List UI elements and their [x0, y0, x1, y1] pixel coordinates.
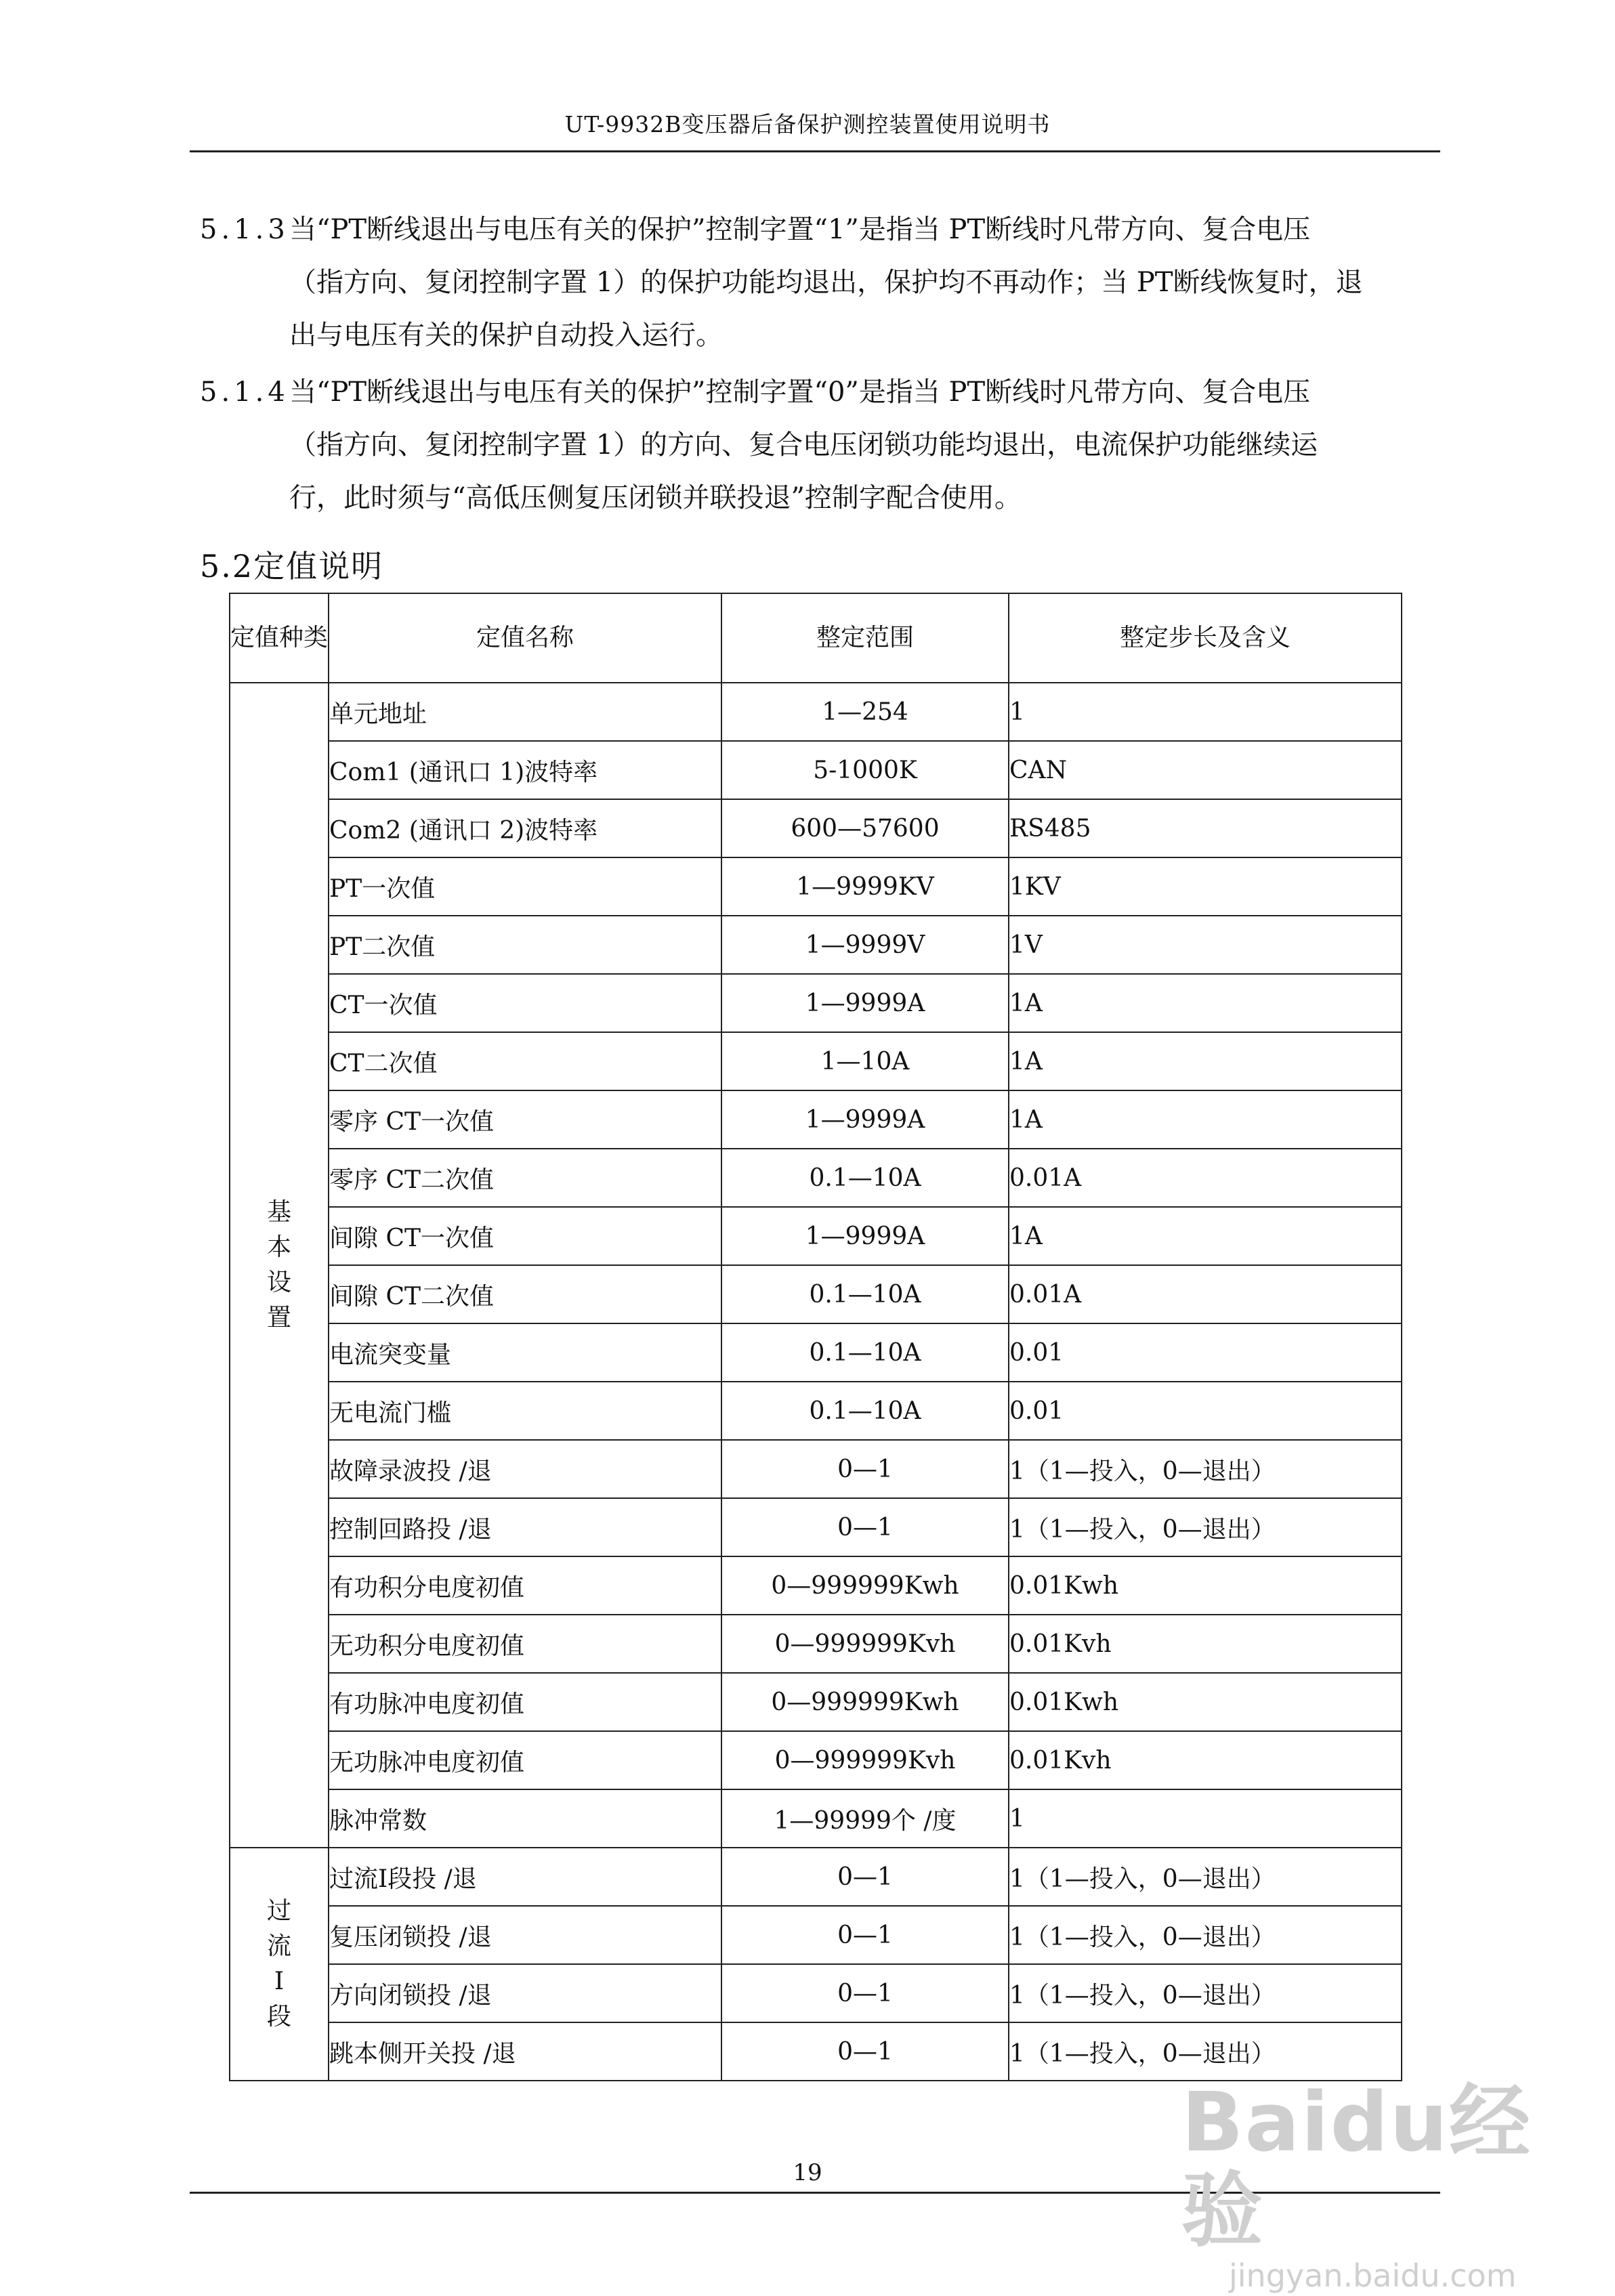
- step-cell: 0.01Kvh: [1009, 1731, 1402, 1789]
- step-cell: 1（1—投入，0—退出）: [1009, 1498, 1402, 1556]
- range-cell: 1—9999V: [721, 916, 1009, 974]
- range-cell: 0.1—10A: [721, 1323, 1009, 1382]
- name-cell: CT二次值: [329, 1032, 721, 1090]
- paragraph-line: 行，此时须与“高低压侧复压闭锁并联投退”控制字配合使用。: [289, 482, 1022, 513]
- step-cell: 1（1—投入，0—退出）: [1009, 1906, 1402, 1964]
- range-cell: 0—999999Kvh: [721, 1731, 1009, 1789]
- document-header-title: UT-9932B变压器后备保护测控装置使用说明书: [564, 111, 1051, 137]
- table-row: [230, 2022, 1402, 2081]
- name-cell: PT一次值: [329, 857, 721, 916]
- name-cell: 控制回路投 /退: [329, 1498, 721, 1556]
- range-cell: 0—1: [721, 1848, 1009, 1906]
- step-cell: 0.01Kwh: [1009, 1556, 1402, 1615]
- table-row: [230, 1906, 1402, 1964]
- step-cell: 1A: [1009, 1032, 1402, 1090]
- name-cell: 电流突变量: [329, 1323, 721, 1382]
- header-name: 定值名称: [329, 593, 721, 683]
- paragraph-line: 当“PT断线退出与电压有关的保护”控制字置“1”是指当 PT断线时凡带方向、复合电压: [289, 214, 1311, 245]
- table-row: [230, 1382, 1402, 1440]
- category-label: 过流I段: [266, 1897, 291, 2031]
- step-cell: 1V: [1009, 916, 1402, 974]
- range-cell: 1—9999A: [721, 1090, 1009, 1149]
- name-cell: 跳本侧开关投 /退: [329, 2022, 721, 2081]
- range-cell: 1—9999KV: [721, 857, 1009, 916]
- name-cell: 复压闭锁投 /退: [329, 1906, 721, 1964]
- step-cell: 0.01: [1009, 1382, 1402, 1440]
- paragraph-text: [289, 366, 1440, 524]
- step-cell: 0.01A: [1009, 1265, 1402, 1323]
- range-cell: 1—9999A: [721, 1207, 1009, 1265]
- range-cell: 0—999999Kwh: [721, 1556, 1009, 1615]
- baidu-watermark: [1181, 2076, 1534, 2294]
- table-row: [230, 1964, 1402, 2022]
- step-cell: 1（1—投入，0—退出）: [1009, 1964, 1402, 2022]
- step-cell: 1（1—投入，0—退出）: [1009, 2022, 1402, 2081]
- name-cell: 故障录波投 /退: [329, 1440, 721, 1498]
- range-cell: 1—254: [721, 683, 1009, 741]
- range-cell: 0.1—10A: [721, 1149, 1009, 1207]
- table-row: [230, 1673, 1402, 1731]
- page-number: 19: [793, 2159, 822, 2186]
- name-cell: 零序 CT二次值: [329, 1149, 721, 1207]
- range-cell: 600—57600: [721, 799, 1009, 857]
- step-cell: 1: [1009, 683, 1402, 741]
- range-cell: 1—99999个 /度: [721, 1789, 1009, 1848]
- name-cell: 有功脉冲电度初值: [329, 1673, 721, 1731]
- category-cell: [230, 683, 329, 1848]
- name-cell: 单元地址: [329, 683, 721, 741]
- table-row: [230, 1265, 1402, 1323]
- header-category: 定值种类: [230, 593, 329, 683]
- name-cell: PT二次值: [329, 916, 721, 974]
- name-cell: 间隙 CT一次值: [329, 1207, 721, 1265]
- paragraph-line: （指方向、复闭控制字置 1）的方向、复合电压闭锁功能均退出，电流保护功能继续运: [289, 429, 1318, 461]
- name-cell: 有功积分电度初值: [329, 1556, 721, 1615]
- range-cell: 0—999999Kvh: [721, 1615, 1009, 1673]
- table-row: [230, 1032, 1402, 1090]
- step-cell: 1KV: [1009, 857, 1402, 916]
- table-row: [230, 1848, 1402, 1906]
- table-row: [230, 916, 1402, 974]
- table-row: [230, 1090, 1402, 1149]
- range-cell: 0—1: [721, 1964, 1009, 2022]
- table-header-row: [230, 593, 1402, 683]
- range-cell: 0—1: [721, 1906, 1009, 1964]
- step-cell: 0.01Kvh: [1009, 1615, 1402, 1673]
- name-cell: 无功积分电度初值: [329, 1615, 721, 1673]
- paragraph-line: 出与电压有关的保护自动投入运行。: [289, 320, 723, 351]
- table-row: [230, 1207, 1402, 1265]
- step-cell: 0.01: [1009, 1323, 1402, 1382]
- range-cell: 0—1: [721, 2022, 1009, 2081]
- table-body: [230, 683, 1402, 2081]
- name-cell: Com2 (通讯口 2)波特率: [329, 799, 721, 857]
- range-cell: 0—999999Kwh: [721, 1673, 1009, 1731]
- step-cell: 0.01A: [1009, 1149, 1402, 1207]
- table-row: [230, 974, 1402, 1032]
- header-divider: [190, 150, 1440, 152]
- paragraph-text: [289, 203, 1440, 362]
- table-row: [230, 1498, 1402, 1556]
- table-row: [230, 799, 1402, 857]
- table-row: [230, 857, 1402, 916]
- range-cell: 5-1000K: [721, 741, 1009, 799]
- paragraph-number: 5.1.4: [200, 377, 289, 408]
- name-cell: 过流Ⅰ段投 /退: [329, 1848, 721, 1906]
- name-cell: 间隙 CT二次值: [329, 1265, 721, 1323]
- settings-table: [229, 593, 1402, 2081]
- name-cell: 无电流门槛: [329, 1382, 721, 1440]
- step-cell: CAN: [1009, 741, 1402, 799]
- range-cell: 0.1—10A: [721, 1265, 1009, 1323]
- watermark-url: jingyan.baidu.com: [1229, 2257, 1517, 2294]
- watermark-logo: Baidu经验: [1181, 2076, 1532, 2258]
- step-cell: 1: [1009, 1789, 1402, 1848]
- table-row: [230, 1149, 1402, 1207]
- table-row: [230, 1789, 1402, 1848]
- table-row: [230, 1440, 1402, 1498]
- category-cell: [230, 1848, 329, 2081]
- name-cell: 无功脉冲电度初值: [329, 1731, 721, 1789]
- table-row: [230, 1323, 1402, 1382]
- step-cell: 1A: [1009, 974, 1402, 1032]
- paragraph-5-1-3: [200, 203, 1440, 362]
- table-row: [230, 683, 1402, 741]
- name-cell: 方向闭锁投 /退: [329, 1964, 721, 2022]
- name-cell: Com1 (通讯口 1)波特率: [329, 741, 721, 799]
- range-cell: 1—10A: [721, 1032, 1009, 1090]
- range-cell: 0—1: [721, 1498, 1009, 1556]
- paragraph-5-1-4: [200, 366, 1440, 524]
- range-cell: 0—1: [721, 1440, 1009, 1498]
- step-cell: RS485: [1009, 799, 1402, 857]
- step-cell: 1A: [1009, 1090, 1402, 1149]
- range-cell: 0.1—10A: [721, 1382, 1009, 1440]
- range-cell: 1—9999A: [721, 974, 1009, 1032]
- paragraph-line: 当“PT断线退出与电压有关的保护”控制字置“0”是指当 PT断线时凡带方向、复合电压: [289, 377, 1311, 408]
- table-row: [230, 1556, 1402, 1615]
- step-cell: 1（1—投入，0—退出）: [1009, 1848, 1402, 1906]
- paragraph-number: 5.1.3: [200, 214, 289, 245]
- name-cell: 零序 CT一次值: [329, 1090, 721, 1149]
- table-row: [230, 741, 1402, 799]
- step-cell: 1A: [1009, 1207, 1402, 1265]
- paragraph-line: （指方向、复闭控制字置 1）的保护功能均退出，保护均不再动作；当 PT断线恢复时，退: [289, 267, 1363, 298]
- name-cell: 脉冲常数: [329, 1789, 721, 1848]
- header-step: 整定步长及含义: [1009, 593, 1402, 683]
- category-label: 基本设置: [266, 1198, 291, 1332]
- step-cell: 1（1—投入，0—退出）: [1009, 1440, 1402, 1498]
- table-row: [230, 1731, 1402, 1789]
- section-title: 5.2定值说明: [200, 548, 384, 584]
- table-row: [230, 1615, 1402, 1673]
- name-cell: CT一次值: [329, 974, 721, 1032]
- header-range: 整定范围: [721, 593, 1009, 683]
- step-cell: 0.01Kwh: [1009, 1673, 1402, 1731]
